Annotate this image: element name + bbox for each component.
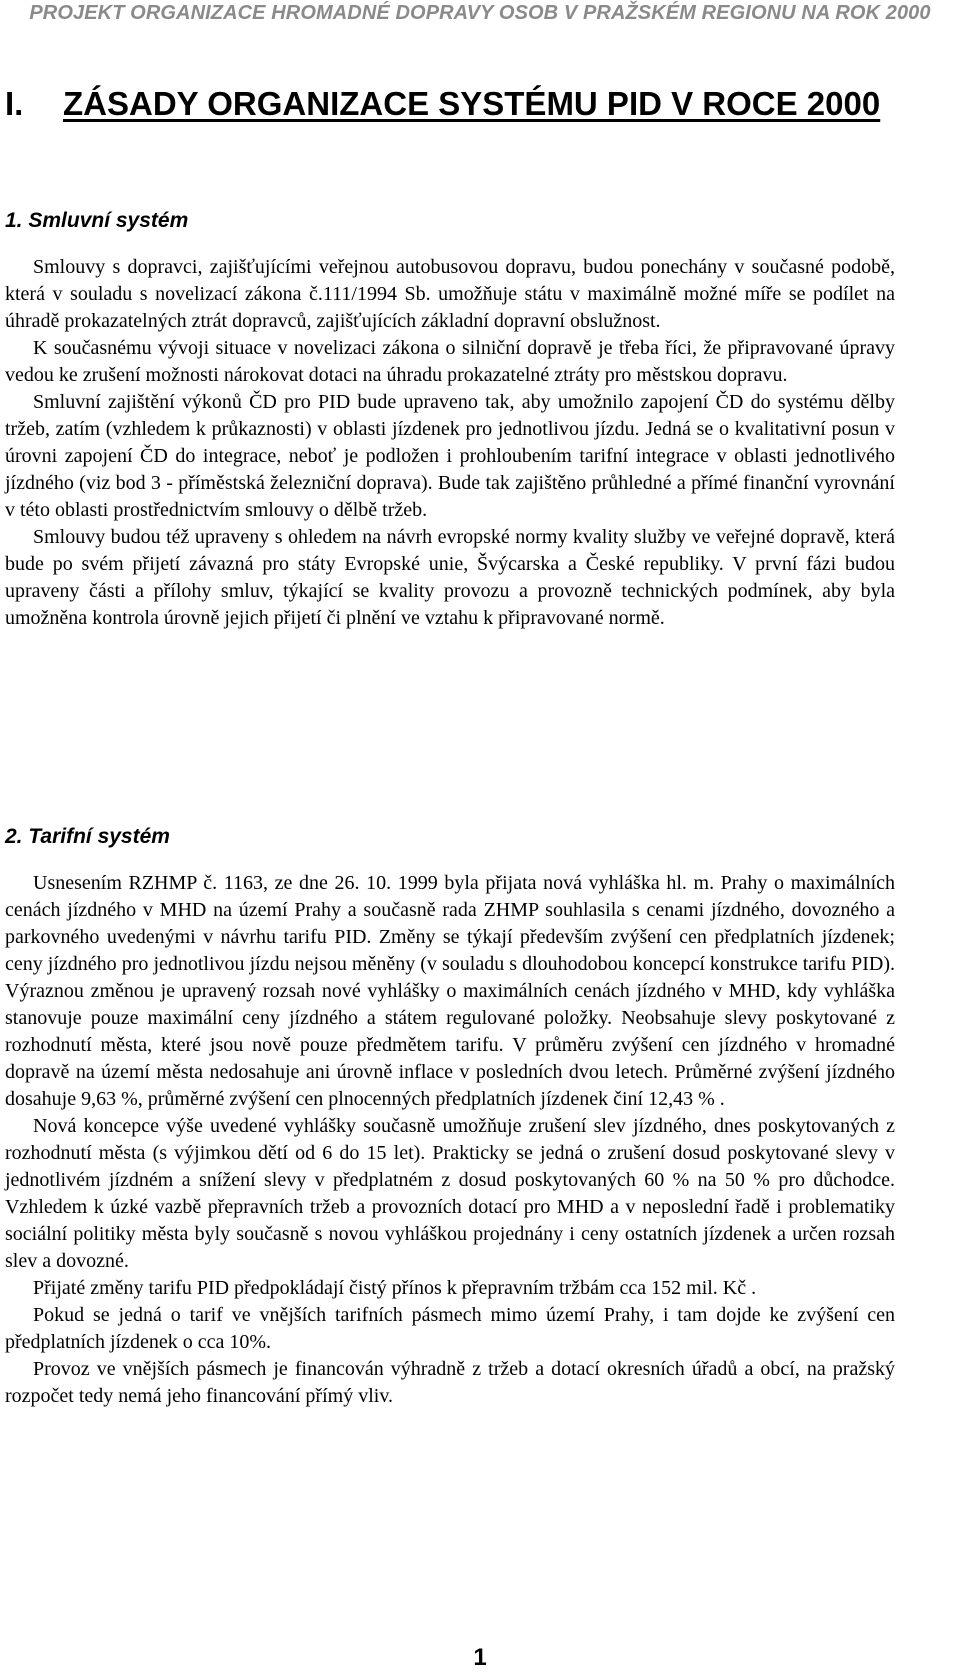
paragraph: Nová koncepce výše uvedené vyhlášky současně umožňuje zrušení slev jízdného, dnes poskytovaných z rozhodnutí města (s výjimkou dětí od 6 do 15 let). Prakticky se jedná o zrušení dosud poskytované slevy v jednotlivém jízdném a snížení slevy v předplatném z dosud poskytovaných 60 % na 50 % pro důchodce. Vzhledem k úzké vazbě přepravních tržeb a provozních dotací pro MHD a v neposlední řadě i problematiky sociální politiky města byly současně s novou vyhláškou projednány i ceny ostatních jízdenek a určen rozsah slev a dovozné. — [5, 1115, 895, 1272]
paragraph: Pokud se jedná o tarif ve vnějších tarifních pásmech mimo území Prahy, i tam dojde ke zvýšení cen předplatních jízdenek o cca 10%. — [5, 1304, 895, 1353]
chapter-number: I. — [5, 85, 24, 122]
running-header: PROJEKT ORGANIZACE HROMADNÉ DOPRAVY OSOB V PRAŽSKÉM REGIONU NA ROK 2000 — [29, 2, 931, 24]
paragraph: Smlouvy budou též upraveny s ohledem na návrh evropské normy kvality služby ve veřejné dopravě, která bude po svém přijetí závazná pro státy Evropské unie, Švýcarska a České republiky. V první fázi budou upraveny části a přílohy smluv, týkající se kvality provozu a provozně technických podmínek, aby byla umožněna kontrola úrovně jejich přijetí či plnění ve vztahu k připravované normě. — [5, 526, 895, 629]
section-body-smluvni-system — [5, 254, 895, 632]
paragraph: Smluvní zajištění výkonů ČD pro PID bude upraveno tak, aby umožnilo zapojení ČD do systému dělby tržeb, zatím (vzhledem k průkaznosti) v oblasti jízdenek pro jednotlivou jízdu. Jedná se o kvalitativní posun v úrovni zapojení ČD do integrace, neboť je podložen i prohloubením tarifní integrace v oblasti jednotlivého jízdného (viz bod 3 - příměstská železniční doprava). Bude tak zajištěno průhledné a přímé finanční vyrovnání v této oblasti prostřednictvím smlouvy o dělbě tržeb. — [5, 391, 895, 521]
section-heading-tarifni-system: 2. Tarifní systém — [5, 825, 170, 848]
page-number: 1 — [473, 1644, 487, 1671]
paragraph: Smlouvy s dopravci, zajišťujícími veřejnou autobusovou dopravu, budou ponechány v současné podobě, která v souladu s novelizací zákona č.111/1994 Sb. umožňuje státu v maximálně možné míře se podílet na úhradě prokazatelných ztrát dopravců, zajišťujících základní dopravní obslužnost. — [5, 256, 895, 332]
paragraph: Přijaté změny tarifu PID předpokládají čistý přínos k přepravním tržbám cca 152 mil. Kč . — [33, 1277, 757, 1299]
section-heading-smluvni-system: 1. Smluvní systém — [5, 209, 189, 232]
paragraph: K současnému vývoji situace v novelizaci zákona o silniční dopravě je třeba říci, že připravované úpravy vedou ke zrušení možnosti nárokovat dotaci na úhradu prokazatelné ztráty pro městskou dopravu. — [5, 337, 895, 386]
paragraph: Usnesením RZHMP č. 1163, ze dne 26. 10. 1999 byla přijata nová vyhláška hl. m. Prahy o maximálních cenách jízdného v MHD na území Prahy a současně rada ZHMP souhlasila s cenami jízdného, dovozného a parkovného uvedenými v návrhu tarifu PID. Změny se týkají především zvýšení cen předplatních jízdenek; ceny jízdného pro jednotlivou jízdu nejsou měněny (v souladu s dlouhodobou koncepcí konstrukce tarifu PID). Výraznou změnou je upravený rozsah nové vyhlášky o maximálních cenách jízdného v MHD, kdy vyhláška stanovuje pouze maximální ceny jízdného a státem regulované položky. Neobsahuje slevy poskytované z rozhodnutí města, které jsou nově pouze předmětem tarifu. V průměru zvýšení cen jízdného v hromadné dopravě na území města nedosahuje ani úrovně inflace v posledních dvou letech. Průměrné zvýšení jízdného dosahuje 9,63 %, průměrné zvýšení cen plnocenných předplatních jízdenek činí 12,43 % . — [5, 872, 895, 1110]
paragraph: Provoz ve vnějších pásmech je financován výhradně z tržeb a dotací okresních úřadů a obcí, na pražský rozpočet tedy nemá jeho financování přímý vliv. — [5, 1358, 895, 1407]
section-body-tarifni-system — [5, 870, 895, 1410]
chapter-title: ZÁSADY ORGANIZACE SYSTÉMU PID V ROCE 2000 — [63, 85, 881, 122]
